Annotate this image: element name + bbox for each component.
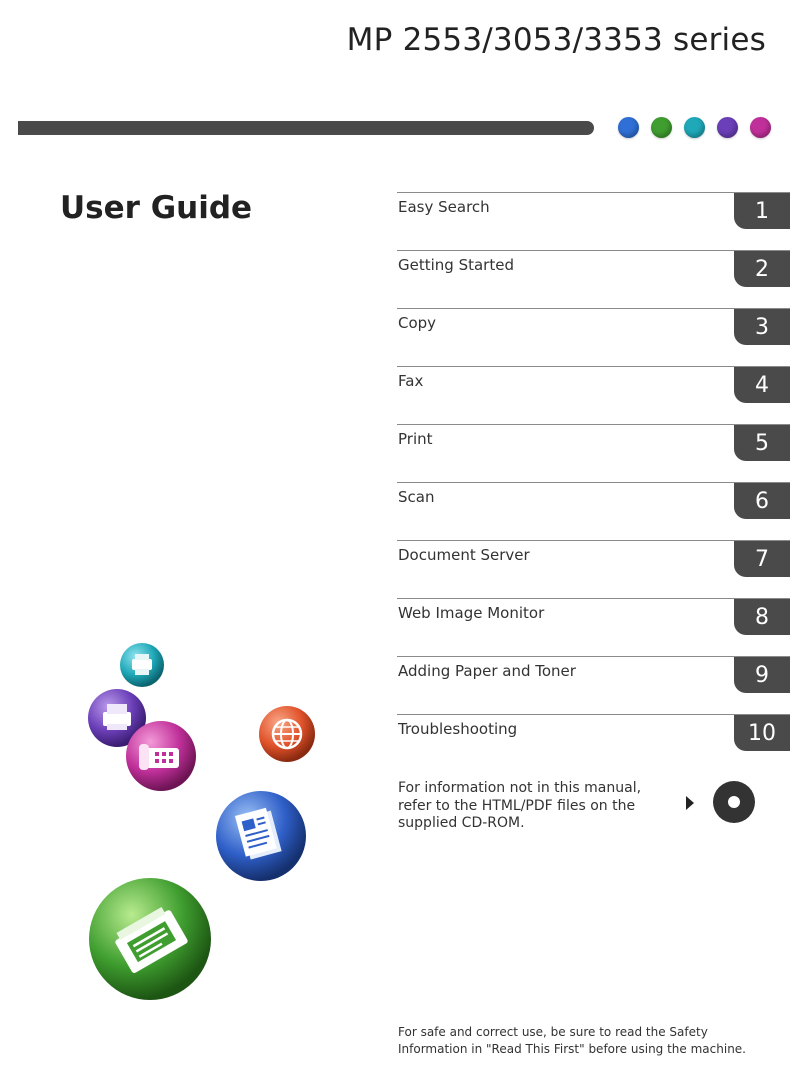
toc-label: Adding Paper and Toner: [398, 662, 576, 680]
toc-label: Getting Started: [398, 256, 514, 274]
document-icon: [215, 790, 307, 882]
chapter-tab: 1: [734, 193, 790, 229]
toc-label: Copy: [398, 314, 437, 332]
chapter-tab: 6: [734, 483, 790, 519]
header-bar: [18, 121, 594, 135]
toc-item-adding-paper-and-toner[interactable]: [397, 656, 790, 714]
chapter-tab: 4: [734, 367, 790, 403]
color-dots: [618, 117, 771, 138]
toc-label: Scan: [398, 488, 435, 506]
toc-item-print[interactable]: [397, 424, 790, 482]
toc-item-easy-search[interactable]: [397, 192, 790, 250]
cd-rom-info: For information not in this manual, refer to the HTML/PDF files on the supplied CD-ROM.: [398, 780, 642, 831]
chapter-tab: 3: [734, 309, 790, 345]
toc-item-document-server[interactable]: [397, 540, 790, 598]
chapter-tab: 8: [734, 599, 790, 635]
chapter-tab: 9: [734, 657, 790, 693]
scanner-icon: [88, 877, 212, 1001]
toc-label: Print: [398, 430, 433, 448]
toc-label: Fax: [398, 372, 424, 390]
chapter-tab: 2: [734, 251, 790, 287]
toc-item-getting-started[interactable]: [397, 250, 790, 308]
chapter-tab: 5: [734, 425, 790, 461]
cd-rom-icon: [713, 781, 755, 823]
toc-label: Web Image Monitor: [398, 604, 545, 622]
teal-dot: [684, 117, 705, 138]
toc-label: Document Server: [398, 546, 530, 564]
magenta-dot: [750, 117, 771, 138]
chapter-tab: 7: [734, 541, 790, 577]
table-of-contents: [397, 192, 790, 772]
blue-dot: [618, 117, 639, 138]
toc-item-troubleshooting[interactable]: [397, 714, 790, 772]
series-title: MP 2553/3053/3353 series: [346, 22, 766, 58]
chapter-tab: 10: [734, 715, 790, 751]
green-dot: [651, 117, 672, 138]
toc-item-web-image-monitor[interactable]: [397, 598, 790, 656]
printer-icon: [119, 642, 165, 688]
arrow-right-icon: [686, 796, 694, 810]
toc-item-fax[interactable]: [397, 366, 790, 424]
purple-dot: [717, 117, 738, 138]
globe-icon: [258, 705, 316, 763]
guide-title: User Guide: [60, 190, 253, 226]
toc-label: Easy Search: [398, 198, 490, 216]
toc-label: Troubleshooting: [398, 720, 518, 738]
safety-note: For safe and correct use, be sure to read the Safety Information in "Read This First" before using the machine.: [398, 1025, 746, 1056]
fax-icon: [125, 720, 197, 792]
toc-item-copy[interactable]: [397, 308, 790, 366]
toc-item-scan[interactable]: [397, 482, 790, 540]
